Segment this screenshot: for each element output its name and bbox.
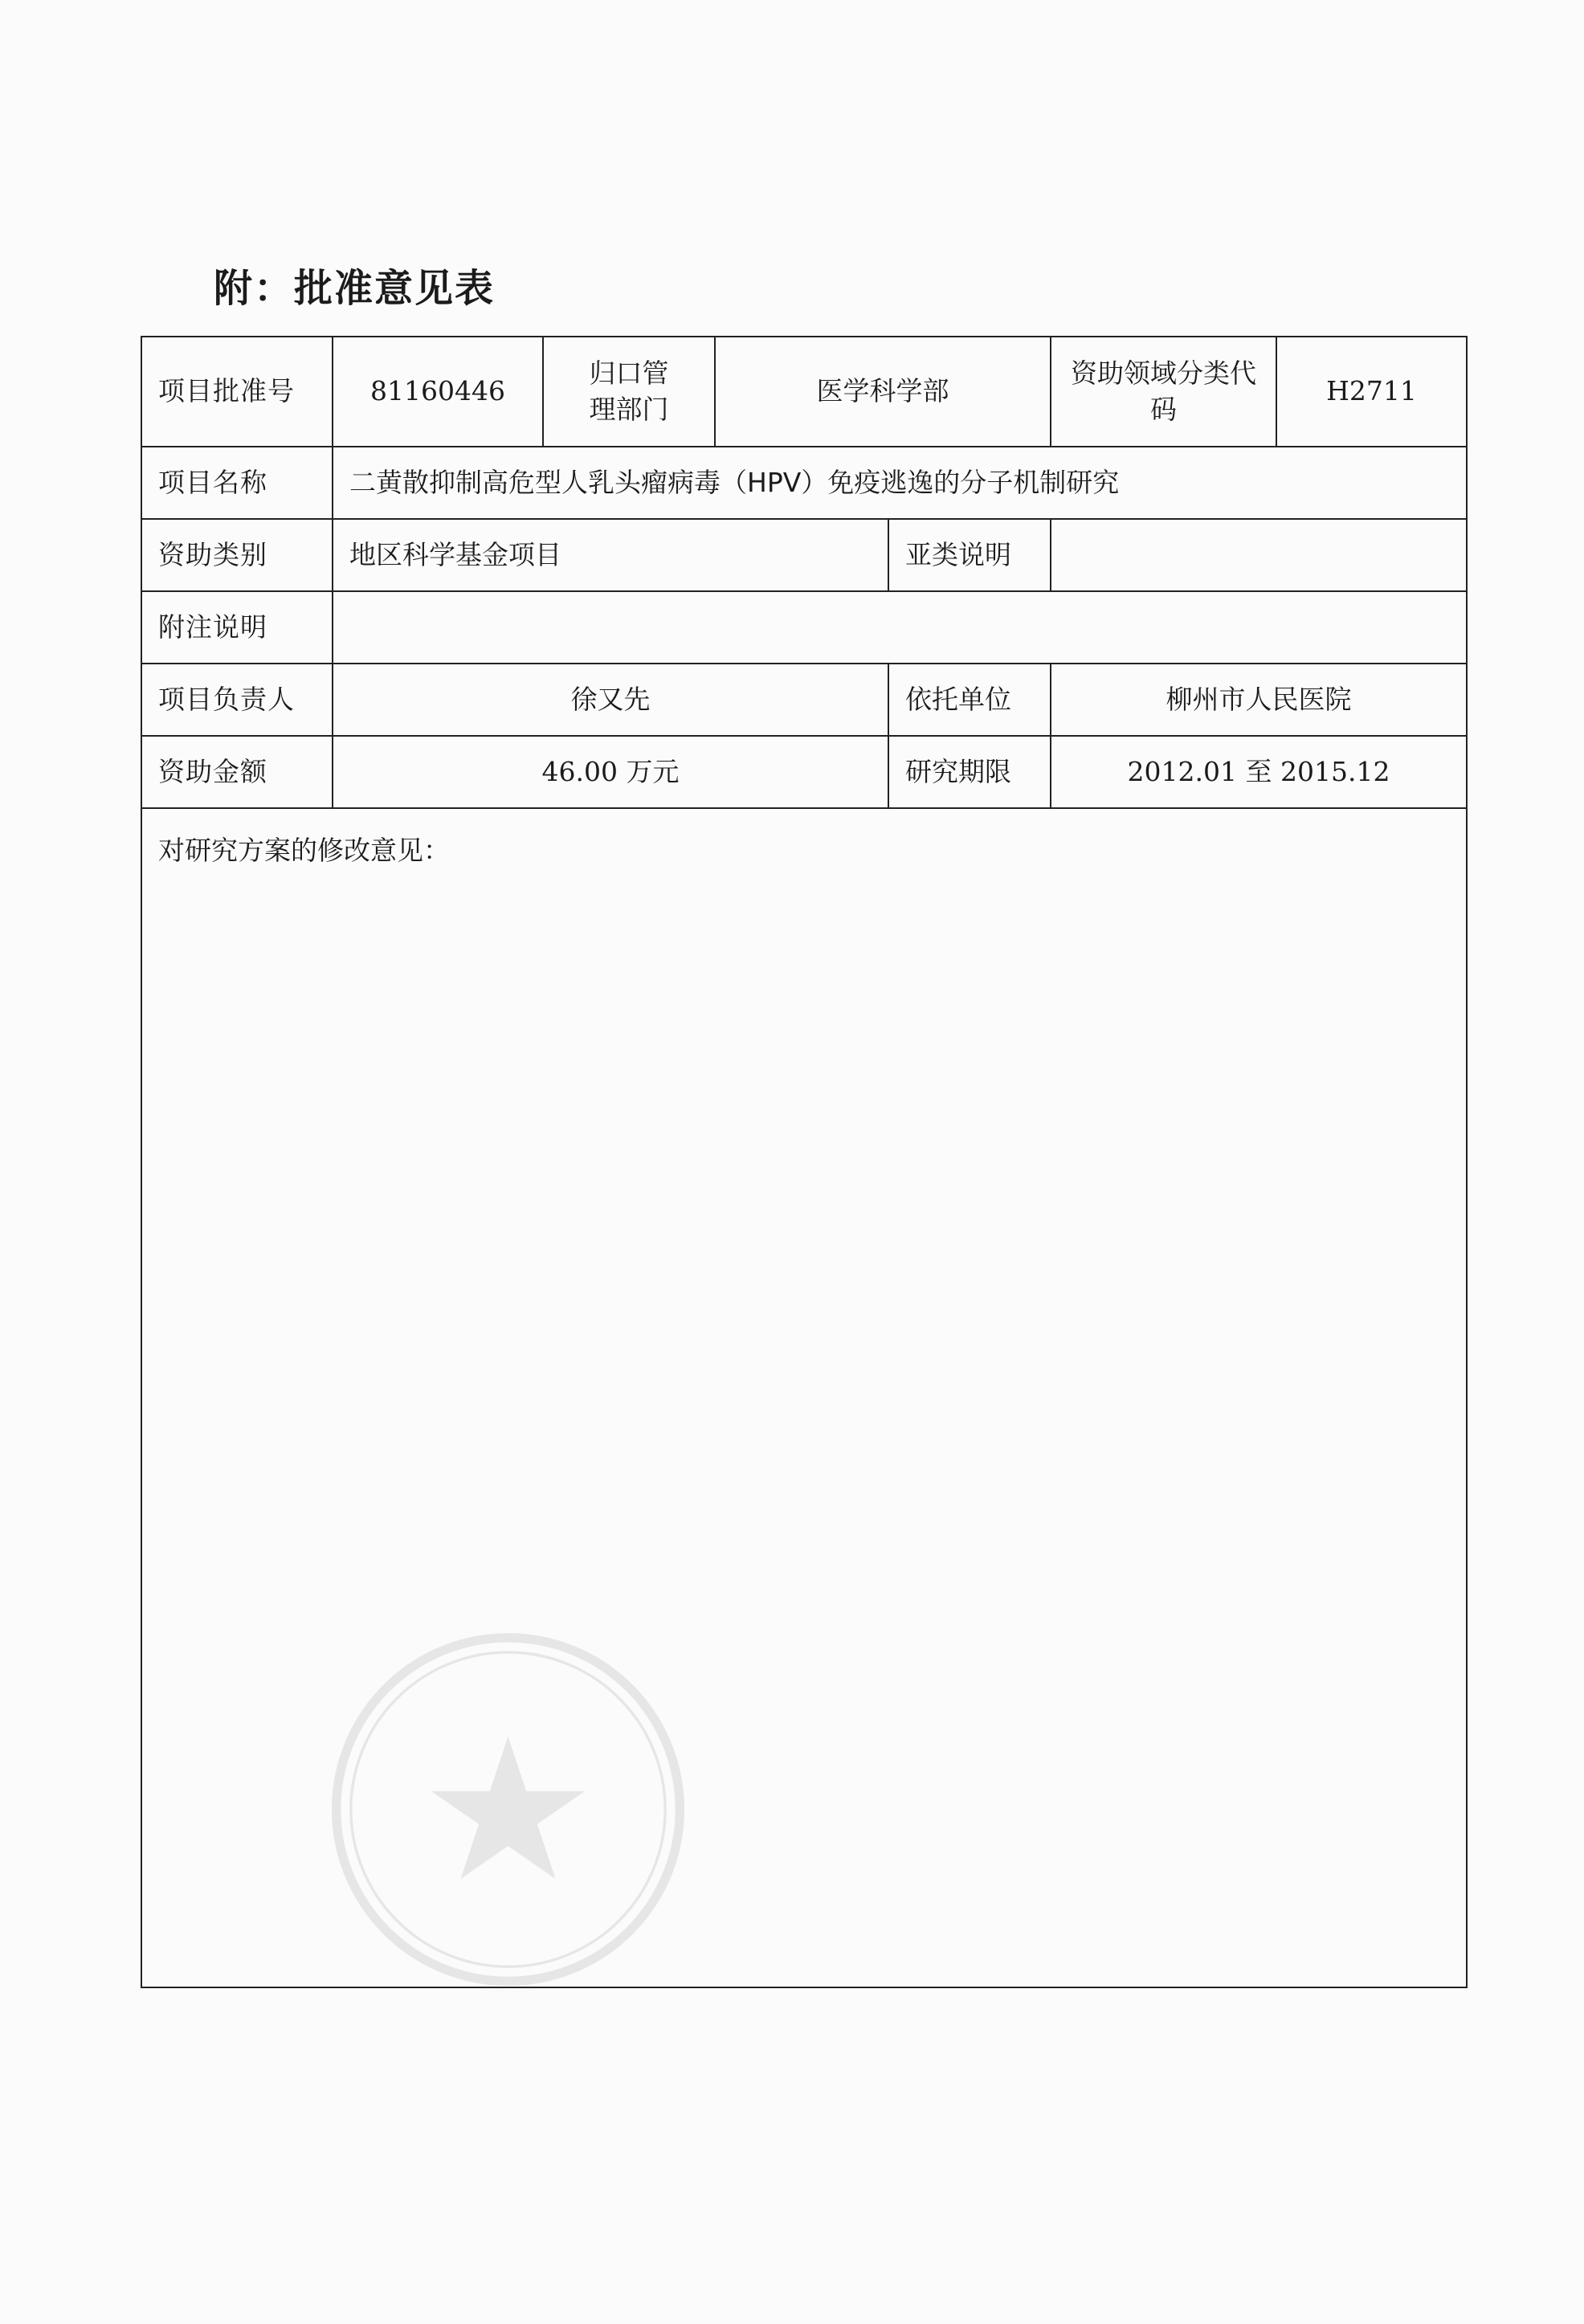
value-subtype <box>1051 519 1467 591</box>
official-seal-stamp <box>325 1627 691 1992</box>
value-notes <box>333 591 1467 664</box>
seal-star-icon <box>431 1737 585 1879</box>
row-funding-type <box>141 519 1467 591</box>
label-institution: 依托单位 <box>888 664 1051 736</box>
label-pi: 项目负责人 <box>141 664 333 736</box>
value-approval-no: 81160446 <box>333 337 543 447</box>
label-amount: 资助金额 <box>141 736 333 808</box>
label-field-code: 资助领域分类代码 <box>1051 337 1276 447</box>
label-notes: 附注说明 <box>141 591 333 664</box>
row-notes <box>141 591 1467 664</box>
value-project-name: 二黄散抑制高危型人乳头瘤病毒（HPV）免疫逃逸的分子机制研究 <box>333 447 1467 519</box>
row-approval-no <box>141 337 1467 447</box>
label-subtype: 亚类说明 <box>888 519 1051 591</box>
label-period: 研究期限 <box>888 736 1051 808</box>
value-amount: 46.00 万元 <box>333 736 888 808</box>
label-approval-no: 项目批准号 <box>141 337 333 447</box>
label-project-name: 项目名称 <box>141 447 333 519</box>
row-pi <box>141 664 1467 736</box>
value-funding-type: 地区科学基金项目 <box>333 519 888 591</box>
value-field-code: H2711 <box>1276 337 1467 447</box>
row-amount <box>141 736 1467 808</box>
label-mgmt-dept: 归口管理部门 <box>543 337 715 447</box>
value-mgmt-dept: 医学科学部 <box>715 337 1051 447</box>
value-institution: 柳州市人民医院 <box>1051 664 1467 736</box>
form-title: 附：批准意见表 <box>214 266 496 311</box>
value-pi: 徐又先 <box>333 664 888 736</box>
value-period: 2012.01 至 2015.12 <box>1051 736 1467 808</box>
row-project-name <box>141 447 1467 519</box>
label-funding-type: 资助类别 <box>141 519 333 591</box>
label-revision: 对研究方案的修改意见： <box>158 835 450 866</box>
